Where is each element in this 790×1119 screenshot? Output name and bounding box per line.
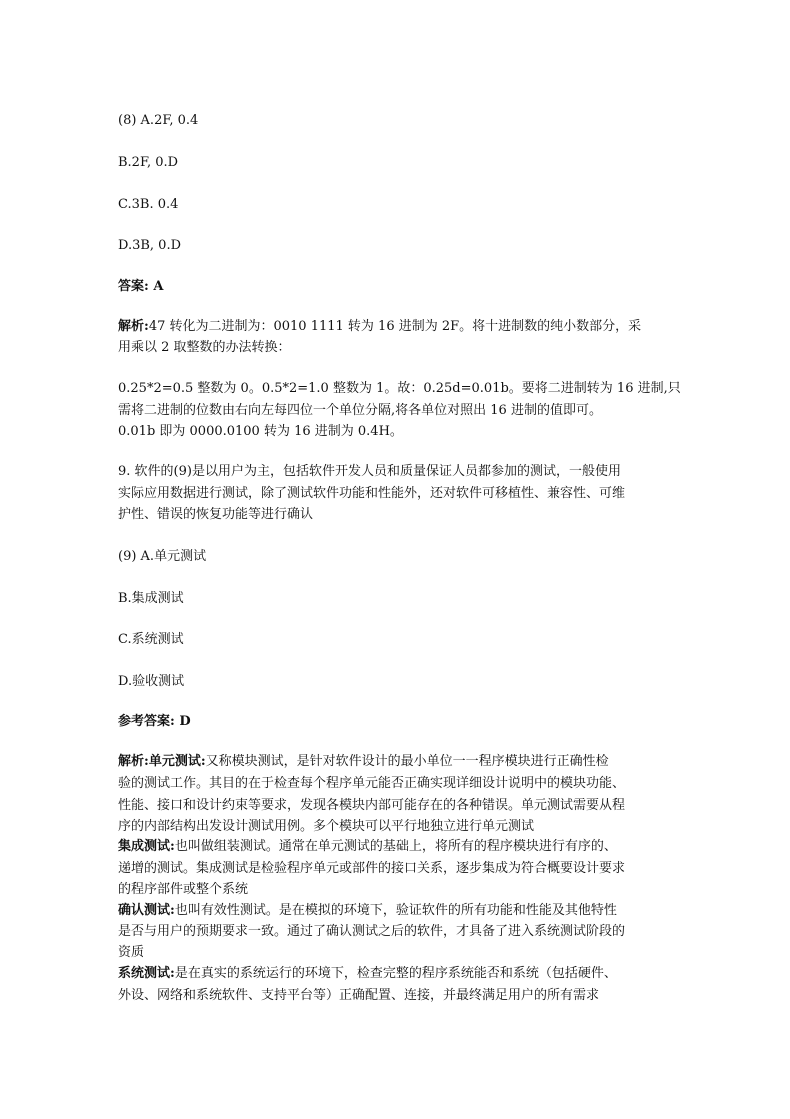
q9-system-line-1 xyxy=(118,965,617,983)
q8-option-a: (8) A.2F, 0.4 xyxy=(118,113,199,128)
q8-calc-line-2: 需将二进制的位数由右向左每四位一个单位分隔,将各单位对照出 16 进制的值即可。 xyxy=(118,403,602,418)
q9-acceptance-line-3: 资质 xyxy=(118,945,145,960)
q8-analysis-text-1: 47 转化为二进制为：0010 1111 转为 16 进制为 2F。将十进制数的纯小数部分，采 xyxy=(148,319,642,334)
q9-stem-line-1: 9. 软件的(9)是以用户为主，包括软件开发人员和质量保证人员都参加的测试，一般使用 xyxy=(118,464,621,479)
q8-answer-label: 答案: xyxy=(118,279,149,294)
q9-integration-line-2: 递增的测试。集成测试是检验程序单元或部件的接口关系，逐步集成为符合概要设计要求 xyxy=(118,861,626,876)
q8-analysis-line-1 xyxy=(118,318,641,336)
q9-stem-line-3: 护性、错误的恢复功能等进行确认 xyxy=(118,507,314,522)
q9-integration-label: 集成测试: xyxy=(118,839,175,854)
q9-system-text-1: 是在真实的系统运行的环境下，检查完整的程序系统能否和系统（包括硬件、 xyxy=(174,966,617,981)
q9-answer xyxy=(118,713,191,731)
q8-answer xyxy=(118,278,163,296)
q9-option-d: D.验收测试 xyxy=(118,674,185,689)
q9-integration-line-1 xyxy=(118,838,617,856)
q9-answer-label: 参考答案: xyxy=(118,714,175,729)
q8-option-d: D.3B, 0.D xyxy=(118,238,182,253)
q9-analysis-label: 解析: xyxy=(118,754,149,769)
q9-option-c: C.系统测试 xyxy=(118,632,184,647)
q9-acceptance-line-1 xyxy=(118,902,617,920)
q9-unit-line-3: 性能、接口和设计约束等要求，发现各模块内部可能存在的各种错误。单元测试需要从程 xyxy=(118,798,626,813)
q9-unit-line-1 xyxy=(118,753,609,771)
q8-answer-value: A xyxy=(153,279,164,294)
q9-integration-line-3: 的程序部件或整个系统 xyxy=(118,882,249,897)
q8-analysis-line-2: 用乘以 2 取整数的办法转换： xyxy=(118,340,291,355)
q9-system-label: 系统测试: xyxy=(118,966,175,981)
q9-option-a: (9) A.单元测试 xyxy=(118,549,207,564)
q8-calc-line-3: 0.01b 即为 0000.0100 转为 16 进制为 0.4H。 xyxy=(118,424,403,439)
q9-acceptance-line-2: 是否与用户的预期要求一致。通过了确认测试之后的软件，才具备了进入系统测试阶段的 xyxy=(118,924,626,939)
q9-unit-line-2: 验的测试工作。其目的在于检查每个程序单元能否正确实现详细设计说明中的模块功能、 xyxy=(118,776,626,791)
q9-acceptance-text-1: 也叫有效性测试。是在模拟的环境下，验证软件的所有功能和性能及其他特性 xyxy=(174,903,617,918)
q8-option-b: B.2F, 0.D xyxy=(118,155,179,170)
q8-calc-line-1: 0.25*2=0.5 整数为 0。0.5*2=1.0 整数为 1。故：0.25d=0.01b。要将二进制转为 16 进制,只 xyxy=(118,381,681,396)
q9-option-b: B.集成测试 xyxy=(118,591,184,606)
q9-unit-line-4: 序的内部结构出发设计测试用例。多个模块可以平行地独立进行单元测试 xyxy=(118,819,535,834)
q9-integration-text-1: 也叫做组装测试。通常在单元测试的基础上，将所有的程序模块进行有序的、 xyxy=(174,839,617,854)
q9-unit-text-1: 又称模块测试，是针对软件设计的最小单位一一程序模块进行正确性检 xyxy=(205,754,609,769)
q8-option-c: C.3B. 0.4 xyxy=(118,197,179,212)
q9-unit-label: 单元测试: xyxy=(148,754,206,769)
q9-answer-value: D xyxy=(179,714,191,729)
q8-analysis-label: 解析: xyxy=(118,319,149,334)
q9-system-line-2: 外设、网络和系统软件、支持平台等）正确配置、连接，并最终满足用户的所有需求 xyxy=(118,988,600,1003)
q9-acceptance-label: 确认测试: xyxy=(118,903,175,918)
q9-stem-line-2: 实际应用数据进行测试，除了测试软件功能和性能外，还对软件可移植性、兼容性、可维 xyxy=(118,486,626,501)
